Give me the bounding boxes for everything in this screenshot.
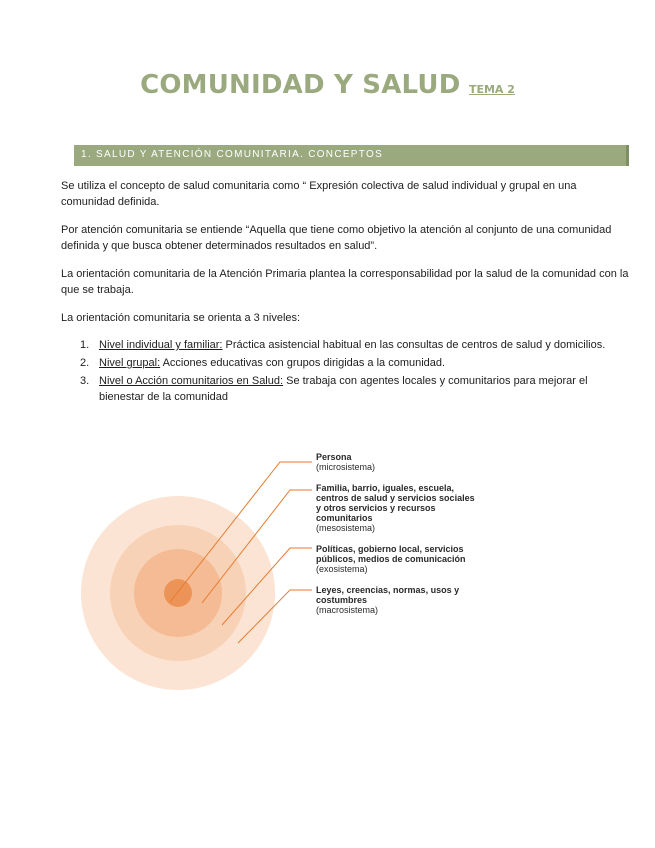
list-item — [61, 355, 629, 371]
label-mesosystem-title: Familia, barrio, iguales, escuela, centros de salud y servicios sociales y otros servicios y recursos comunitarios — [316, 483, 475, 523]
level-title: Nivel grupal: — [99, 357, 161, 369]
label-macrosystem-title: Leyes, creencias, normas, usos y costumbres — [316, 585, 460, 605]
level-title: Nivel o Acción comunitarios en Salud: — [99, 375, 284, 387]
paragraph-4: La orientación comunitaria se orienta a 3 niveles: — [61, 312, 301, 324]
label-exosystem-title: Políticas, gobierno local, servicios públicos, medios de comunicación — [316, 544, 466, 564]
list-number: 2. — [80, 357, 90, 369]
section-heading-bar — [74, 145, 629, 166]
microsystem-core — [164, 579, 192, 607]
levels-list — [61, 337, 629, 407]
label-mesosystem — [316, 483, 481, 533]
list-item — [61, 373, 629, 405]
label-macrosystem — [316, 585, 481, 615]
level-title: Nivel individual y familiar: — [99, 339, 223, 351]
ecological-model-diagram — [0, 440, 655, 700]
level-text: Práctica asistencial habitual en las consultas de centros de salud y domicilios. — [222, 339, 606, 351]
title-main: COMUNIDAD Y SALUD — [140, 70, 461, 100]
paragraph-1: Se utiliza el concepto de salud comunitaria como “ Expresión colectiva de salud individual y grupal en una comunidad definida. — [61, 180, 577, 208]
paragraph-3: La orientación comunitaria de la Atención Primaria plantea la corresponsabilidad por la salud de la comunidad con la que se trabaja. — [61, 268, 629, 296]
label-mesosystem-type: (mesosistema) — [316, 523, 376, 533]
page-title — [0, 70, 655, 100]
label-macrosystem-type: (macrosistema) — [316, 605, 379, 615]
level-text: Acciones educativas con grupos dirigidas a la comunidad. — [160, 357, 446, 369]
paragraph-2: Por atención comunitaria se entiende “Aquella que tiene como objetivo la atención al conjunto de una comunidad definida y que busca obtener determinados resultados en salud”. — [61, 224, 612, 252]
label-exosystem-type: (exosistema) — [316, 564, 368, 574]
list-number: 1. — [80, 339, 90, 351]
list-number: 3. — [80, 375, 90, 387]
label-microsystem-type: (microsistema) — [316, 462, 376, 472]
label-microsystem — [316, 452, 375, 472]
label-microsystem-title: Persona — [316, 452, 352, 462]
list-item — [61, 337, 629, 353]
label-exosystem — [316, 544, 486, 574]
section-heading: 1. SALUD Y ATENCIÓN COMUNITARIA. CONCEPTOS — [81, 149, 384, 160]
level-text: Se trabaja con agentes locales y comunitarios para mejorar el bienestar de la comunidad — [99, 375, 588, 403]
title-tag: TEMA 2 — [468, 83, 515, 96]
